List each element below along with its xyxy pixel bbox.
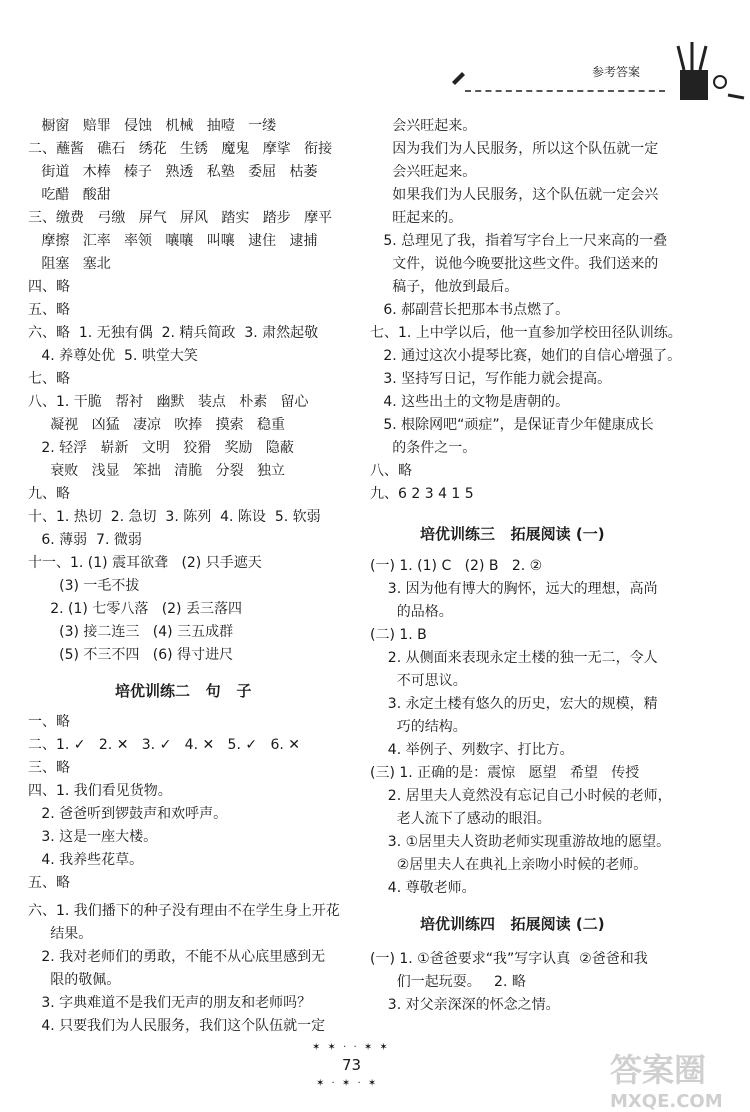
header-label: 参考答案 [592, 65, 641, 79]
answer-line: 2. (1) 七零八落 (2) 丢三落四 [28, 601, 242, 617]
answer-line: 6. 薄弱 7. 微弱 [28, 532, 142, 548]
answer-line: 5. 总理见了我，指着写字台上一尺来高的一叠 [370, 233, 668, 249]
answer-line: 旺起来的。 [370, 210, 463, 226]
section-title: 培优训练二 句 子 [115, 682, 252, 700]
answer-line: 5. 根除网吧“顽症”，是保证青少年健康成长 [370, 417, 654, 433]
answer-line: 八、1. 干脆 帮衬 幽默 装点 朴素 留心 [28, 394, 309, 410]
answer-line: 3. 坚持写日记，写作能力就会提高。 [370, 371, 612, 387]
brush-pot-icon [668, 40, 746, 110]
answer-line: 十、1. 热切 2. 急切 3. 陈列 4. 陈设 5. 软弱 [28, 509, 321, 525]
answer-line: 2. 居里夫人竟然没有忘记自己小时候的老师， [370, 788, 672, 804]
answer-line: 3. 字典难道不是我们无声的朋友和老师吗？ [28, 995, 312, 1011]
answer-line: 4. 举例子、列数字、打比方。 [370, 742, 574, 758]
answer-line: 3. ①居里夫人资助老师实现重游故地的愿望。 [370, 834, 671, 850]
answer-line: (5) 不三不四 (6) 得寸进尺 [28, 647, 234, 663]
answer-line: 文件，说他今晚要批这些文件。我们送来的 [370, 256, 659, 272]
answer-line: 老人流下了感动的眼泪。 [370, 811, 551, 827]
answer-line: ②居里夫人在典礼上亲吻小时候的老师。 [370, 857, 648, 873]
watermark [610, 1045, 723, 1112]
answer-line: (3) 接二连三 (4) 三五成群 [28, 624, 234, 640]
answer-line: 八、略 [370, 463, 412, 479]
answer-line: (一) 1. (1) C (2) B 2. ② [370, 558, 543, 574]
answer-line: 九、略 [28, 486, 70, 502]
answer-line: 的条件之一。 [370, 440, 477, 456]
star-ornament-icon: ✶ · ✶ · ✶ [316, 1078, 379, 1089]
answer-line: 3. 因为他有博大的胸怀，远大的理想，高尚 [370, 581, 658, 597]
answer-line: 4. 只要我们为人民服务，我们这个队伍就一定 [28, 1018, 326, 1034]
answer-line: 限的敬佩。 [28, 972, 121, 988]
answer-line: 衰败 浅显 笨拙 清脆 分裂 独立 [28, 463, 286, 479]
answer-line: 五、略 [28, 875, 70, 891]
answer-line: 2. 通过这次小提琴比赛，她们的自信心增强了。 [370, 348, 682, 364]
answer-line: 6. 郝副营长把那本书点燃了。 [370, 302, 570, 318]
answer-line: (二) 1. B [370, 627, 427, 643]
answer-line: 4. 这些出土的文物是唐朝的。 [370, 394, 570, 410]
answer-line: 2. 从侧面来表现永定土楼的独一无二，令人 [370, 650, 658, 666]
pen-icon [450, 66, 470, 86]
answer-line: 的品格。 [370, 604, 453, 620]
answer-line: 巧的结构。 [370, 719, 467, 735]
answer-line: 三、缴费 弓缴 屏气 屏风 踏实 踏步 摩平 [28, 210, 333, 226]
answer-line: 十一、1. (1) 震耳欲聋 (2) 只手遮天 [28, 555, 262, 571]
answer-line: 3. 这是一座大楼。 [28, 829, 158, 845]
watermark-line: 答案圈 [610, 1051, 707, 1089]
section-title: 培优训练四 拓展阅读 (二) [420, 915, 605, 933]
answer-line: 一、略 [28, 714, 70, 730]
answer-line: 四、1. 我们看见货物。 [28, 783, 172, 799]
answer-line: 吃醋 酸甜 [28, 187, 111, 203]
answer-line: 3. 对父亲深深的怀念之情。 [370, 997, 560, 1013]
answer-line: 会兴旺起来。 [370, 164, 477, 180]
answer-line: (3) 一毛不拔 [28, 578, 140, 594]
answer-line: 会兴旺起来。 [370, 118, 477, 134]
answer-line: 4. 尊敬老师。 [370, 880, 476, 896]
answer-line: 阻塞 塞北 [28, 256, 111, 272]
answer-line: 不可思议。 [370, 673, 467, 689]
answer-line: 们一起玩耍。 2. 略 [370, 974, 526, 990]
answer-line: (一) 1. ①爸爸要求“我”写字认真 ②爸爸和我 [370, 951, 648, 967]
answer-line: 因为我们为人民服务，所以这个队伍就一定 [370, 141, 659, 157]
star-ornament-icon: ✶ ✶ · · ✶ ✶ [312, 1042, 390, 1053]
answer-line: 2. 我对老师们的勇敢，不能不从心底里感到无 [28, 949, 326, 965]
answer-line: 六、1. 我们播下的种子没有理由不在学生身上开花 [28, 903, 340, 919]
answer-line: 4. 养尊处优 5. 哄堂大笑 [28, 348, 198, 364]
answer-line: 七、1. 上中学以后，他一直参加学校田径队训练。 [370, 325, 682, 341]
answer-line: 街道 木棒 榛子 熟透 私塾 委屈 枯萎 [28, 164, 318, 180]
answer-line: 凝视 凶猛 凄凉 吹捧 摸索 稳重 [28, 417, 286, 433]
page-number: 73 [342, 1056, 362, 1074]
answer-line: (三) 1. 正确的是：震惊 愿望 希望 传授 [370, 765, 640, 781]
answer-line: 四、略 [28, 279, 70, 295]
answer-line: 二、蘸酱 礁石 绣花 生锈 魔鬼 摩挲 衔接 [28, 141, 333, 157]
answer-line: 稿子，他放到最后。 [370, 279, 519, 295]
answer-line: 4. 我养些花草。 [28, 852, 144, 868]
answer-line: 结果。 [28, 926, 93, 942]
answer-line: 九、6 2 3 4 1 5 [370, 486, 474, 502]
answer-line: 七、略 [28, 371, 70, 387]
header-dashed-line [465, 90, 665, 92]
section-title: 培优训练三 拓展阅读 (一) [420, 525, 605, 543]
answer-line: 2. 爸爸听到锣鼓声和欢呼声。 [28, 806, 228, 822]
answer-line: 二、1. ✓ 2. ✕ 3. ✓ 4. ✕ 5. ✓ 6. ✕ [28, 737, 300, 753]
answer-line: 如果我们为人民服务，这个队伍就一定会兴 [370, 187, 659, 203]
answer-line: 六、略 1. 无独有偶 2. 精兵简政 3. 肃然起敬 [28, 325, 319, 341]
answer-line: 3. 永定土楼有悠久的历史，宏大的规模，精 [370, 696, 658, 712]
answer-line: 橱窗 赔罪 侵蚀 机械 抽噎 一缕 [28, 118, 277, 134]
answer-line: 摩擦 汇率 率领 嚷嚷 叫嚷 逮住 逮捕 [28, 233, 318, 249]
answer-line: 2. 轻浮 崭新 文明 狡猾 奖励 隐蔽 [28, 440, 294, 456]
answer-line: 五、略 [28, 302, 70, 318]
answer-line: 三、略 [28, 760, 70, 776]
watermark-line: MXQE.COM [610, 1091, 723, 1112]
